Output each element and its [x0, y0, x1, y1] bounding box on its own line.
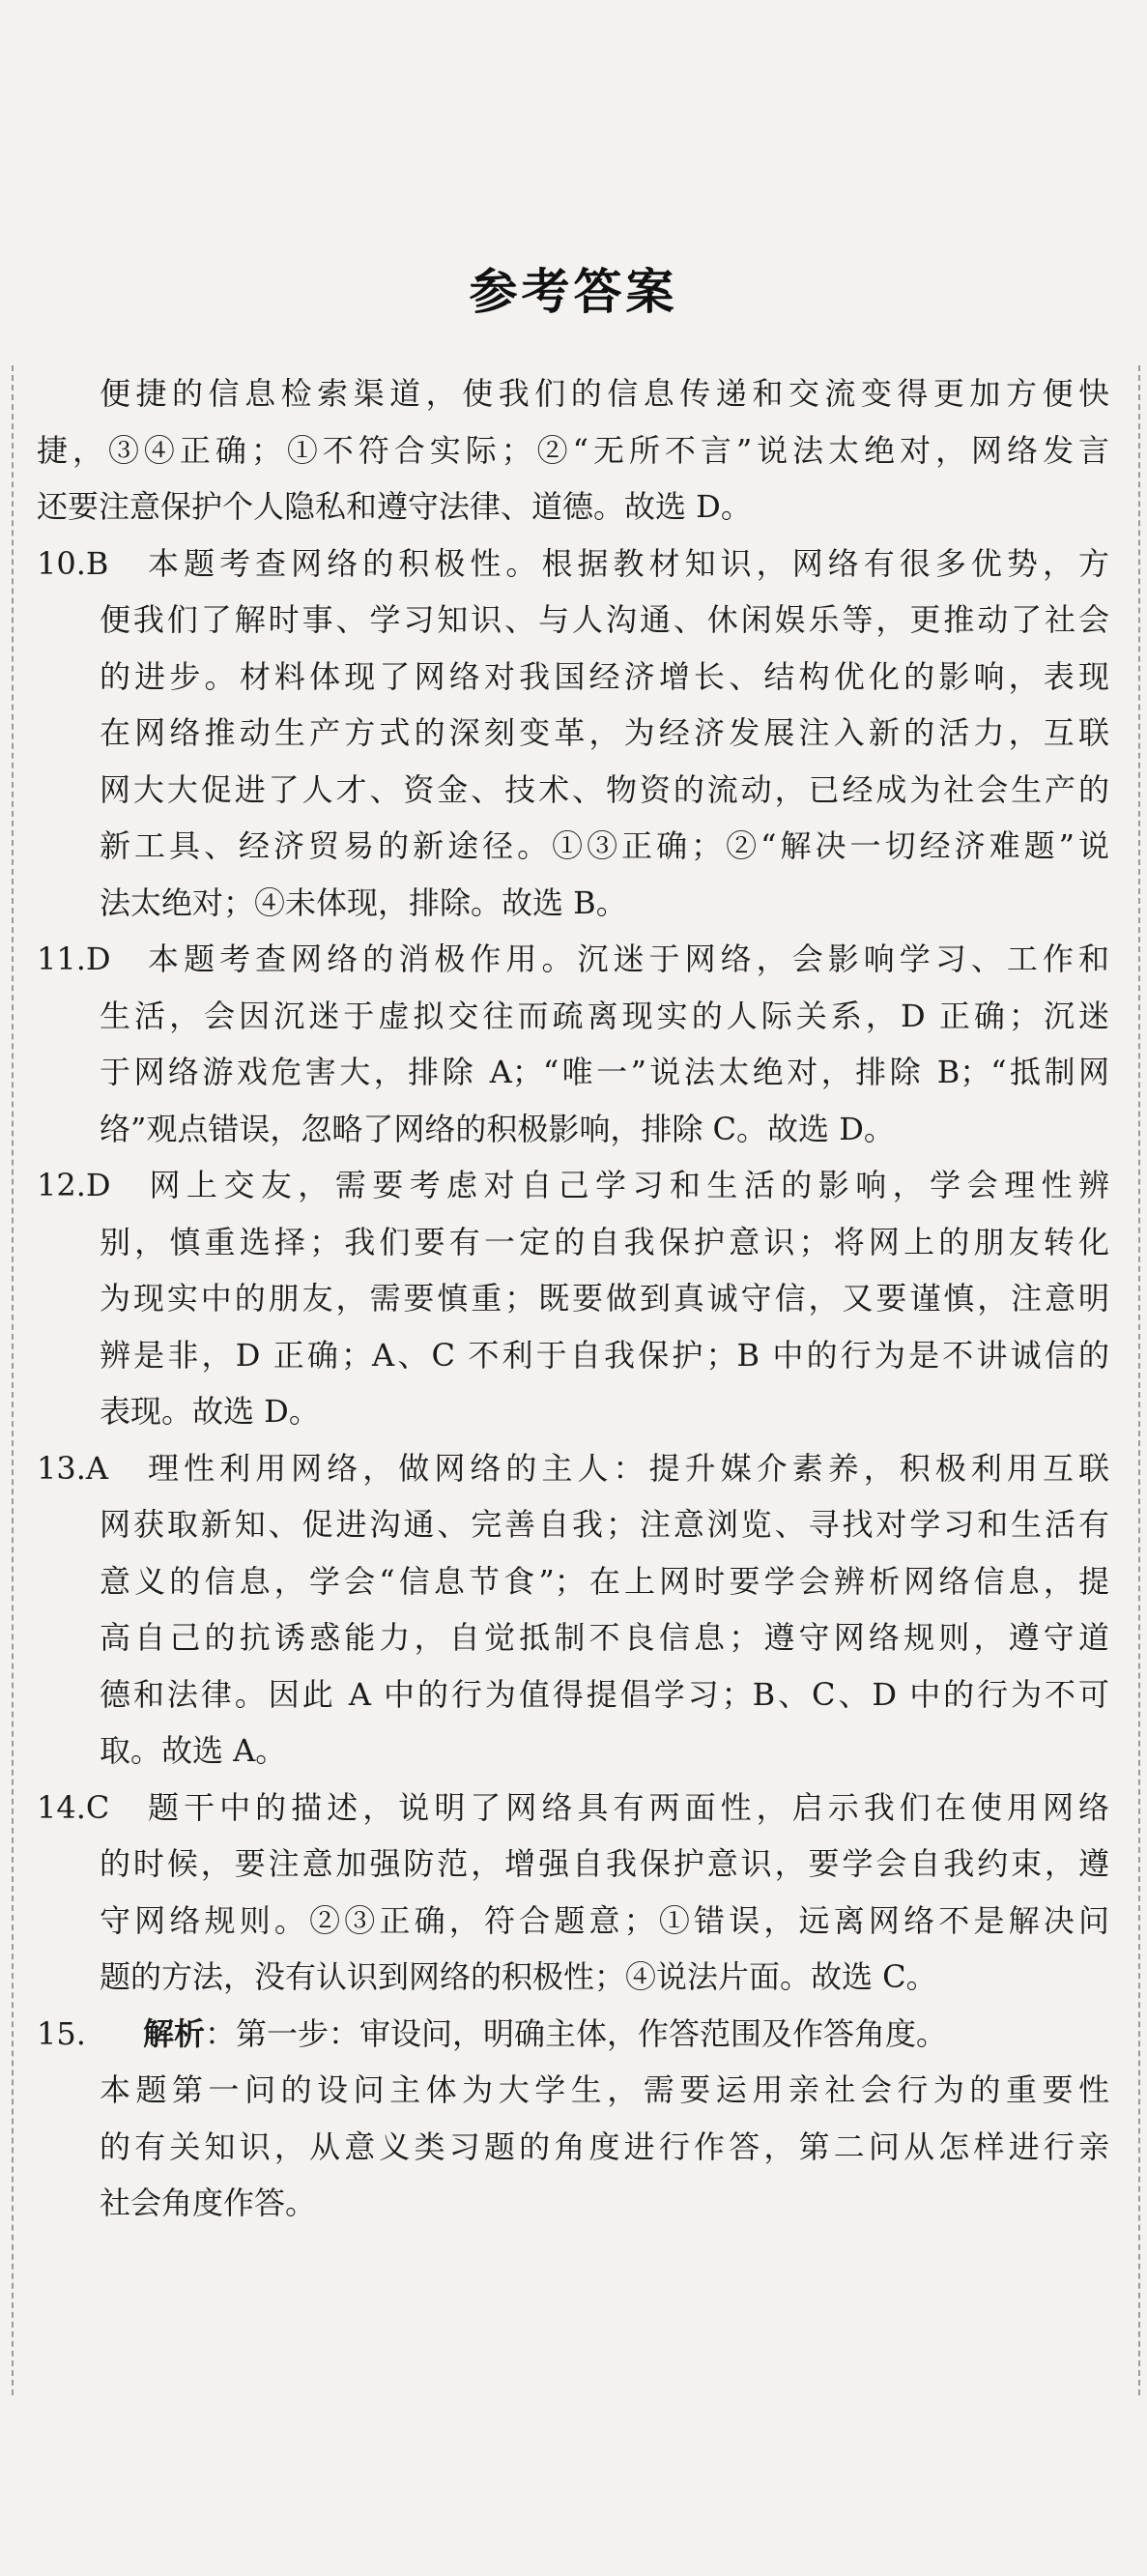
question-number: 14.C	[37, 1788, 110, 1826]
question-number: 15.	[37, 2014, 86, 2052]
text-line: ：第一步：审设问，明确主体，作答范围及作答角度。	[205, 2014, 948, 2052]
text-line: 意义的信息，学会“信息节食”；在上网时要学会辨析网络信息，提	[100, 1562, 1109, 1600]
text-line: 新工具、经济贸易的新途径。①③正确；②“解决一切经济难题”说	[100, 827, 1109, 864]
text-line: 便我们了解时事、学习知识、与人沟通、休闲娱乐等，更推动了社会	[100, 601, 1109, 638]
text-line: 德和法律。因此 A 中的行为值得提倡学习；B、C、D 中的行为不可	[100, 1675, 1109, 1713]
question-number: 10.B	[37, 544, 109, 582]
text-line: 网获取新知、促进沟通、完善自我；注意浏览、寻找对学习和生活有	[100, 1506, 1109, 1543]
text-line: 本题第一问的设问主体为大学生，需要运用亲社会行为的重要性	[100, 2071, 1109, 2108]
answer-item-15	[37, 2006, 1109, 2232]
text-line: 于网络游戏危害大，排除 A；“唯一”说法太绝对，排除 B；“抵制网	[100, 1054, 1109, 1090]
text-line: 生活，会因沉迷于虚拟交往而疏离现实的人际关系，D 正确；沉迷	[100, 997, 1109, 1034]
answer-item-13	[37, 1440, 1109, 1780]
answer-item-11	[37, 931, 1109, 1157]
text-line: 的有关知识，从意义类习题的角度进行作答，第二问从怎样进行亲	[100, 2127, 1109, 2165]
text-line: 社会角度作答。	[100, 2185, 317, 2221]
text-line: 取。故选 A。	[100, 1732, 287, 1769]
right-dashed-margin	[1138, 365, 1140, 2395]
question-number: 13.A	[37, 1449, 108, 1487]
text-line: 捷，③④正确；①不符合实际；②“无所不言”说法太绝对，网络发言	[37, 431, 1109, 469]
answer-item-12	[37, 1157, 1109, 1440]
page-title: 参考答案	[469, 264, 678, 320]
text-line: 网大大促进了人才、资金、技术、物资的流动，已经成为社会生产的	[100, 770, 1109, 808]
text-line: 的时候，要注意加强防范，增强自我保护意识，要学会自我约束，遵	[100, 1845, 1109, 1882]
text-line: 表现。故选 D。	[100, 1393, 320, 1430]
text-line: 络”观点错误，忽略了网络的积极影响，排除 C。故选 D。	[100, 1110, 895, 1147]
text-line: 网上交友，需要考虑对自己学习和生活的影响，学会理性辨	[143, 1167, 1109, 1203]
text-line: 理性利用网络，做网络的主人：提升媒介素养，积极利用互联	[143, 1449, 1109, 1487]
text-line: 为现实中的朋友，需要慎重；既要做到真诚守信，又要谨慎，注意明	[100, 1280, 1109, 1317]
text-line: 高自己的抗诱惑能力，自觉抵制不良信息；遵守网络规则，遵守道	[100, 1619, 1109, 1656]
text-line: 在网络推动生产方式的深刻变革，为经济发展注入新的活力，互联	[100, 714, 1109, 751]
question-number: 12.D	[37, 1167, 111, 1203]
answer-item-14	[37, 1780, 1109, 2006]
text-line: 辨是非，D 正确；A、C 不利于自我保护；B 中的行为是不讲诚信的	[100, 1336, 1109, 1374]
text-line: 题干中的描述，说明了网络具有两面性，启示我们在使用网络	[143, 1788, 1109, 1826]
analysis-label: 解析	[143, 2014, 206, 2052]
text-line: 题的方法，没有认识到网络的积极性；④说法片面。故选 C。	[100, 1958, 937, 1995]
text-line: 别，慎重选择；我们要有一定的自我保护意识；将网上的朋友转化	[100, 1223, 1109, 1260]
text-line: 还要注意保护个人隐私和遵守法律、道德。故选 D。	[37, 488, 752, 525]
text-line: 法太绝对；④未体现，排除。故选 B。	[100, 883, 627, 921]
left-dashed-margin	[12, 365, 14, 2395]
continuation-block	[37, 365, 1109, 535]
question-number: 11.D	[37, 941, 111, 977]
text-line: 本题考查网络的消极作用。沉迷于网络，会影响学习、工作和	[143, 941, 1109, 977]
text-line: 守网络规则。②③正确，符合题意；①错误，远离网络不是解决问	[100, 1901, 1109, 1939]
text-line: 便捷的信息检索渠道，使我们的信息传递和交流变得更加方便快	[100, 375, 1109, 412]
text-line: 本题考查网络的积极性。根据教材知识，网络有很多优势，方	[143, 544, 1109, 582]
answer-content	[37, 365, 1109, 2232]
answer-item-10	[37, 535, 1109, 932]
text-line: 的进步。材料体现了网络对我国经济增长、结构优化的影响，表现	[100, 657, 1109, 695]
